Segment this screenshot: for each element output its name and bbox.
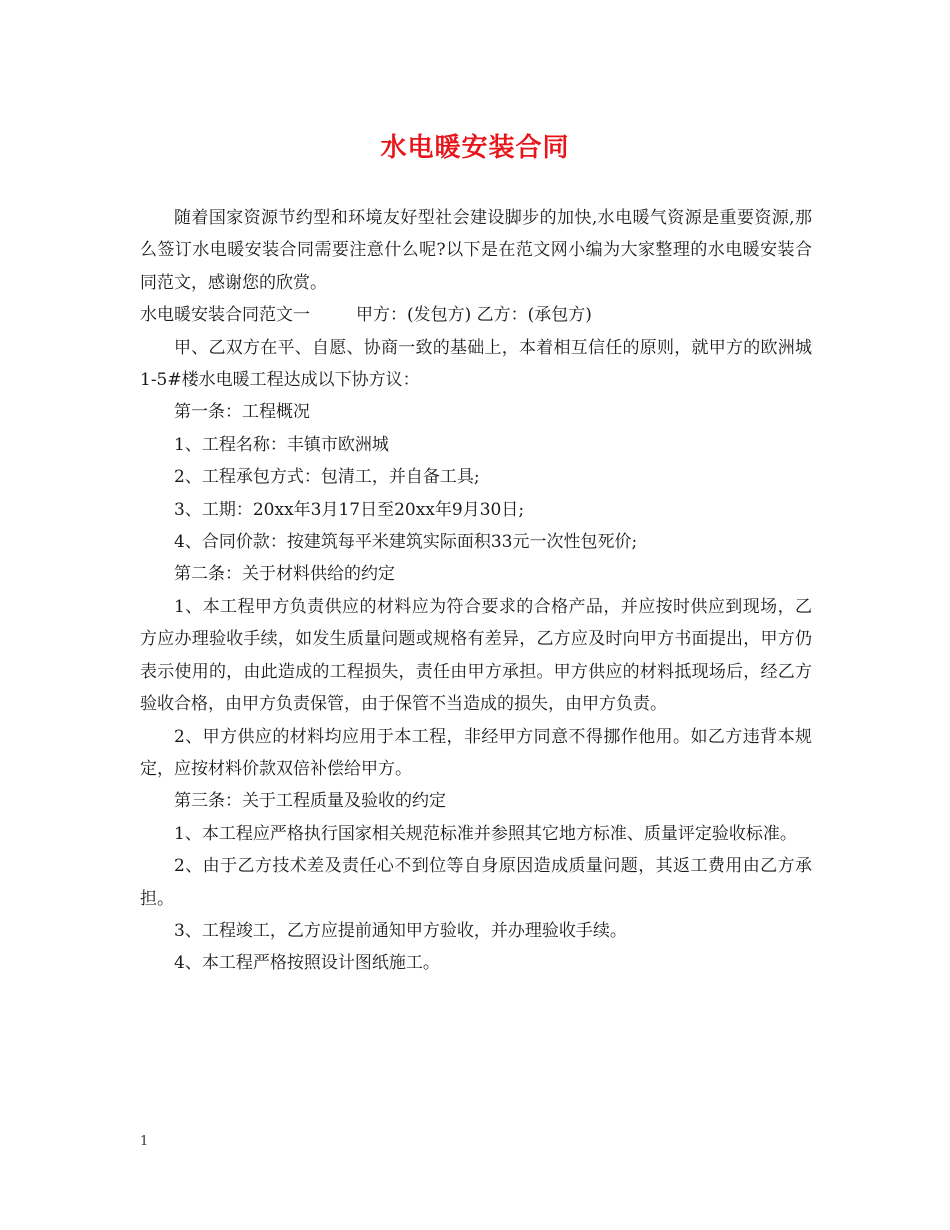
clause-paragraph: 2、工程承包方式：包清工，并自备工具; [174, 467, 480, 488]
page-number: 1 [140, 1134, 149, 1149]
clause-paragraph: 1、本工程应严格执行国家相关规范标准并参照其它地方标准、质量评定验收标准。 [174, 823, 797, 844]
article-heading: 第二条：关于材料供给的约定 [174, 564, 395, 585]
article-heading: 第一条：工程概况 [174, 402, 310, 423]
clause-paragraph: 3、工程竣工，乙方应提前通知甲方验收，并办理验收手续。 [174, 920, 627, 941]
preamble-paragraph: 甲、乙双方在平、自愿、协商一致的基础上，本着相互信任的原则，就甲方的欧洲城1-5#楼水电暖工程达成以下协方议： [140, 337, 812, 391]
clause-paragraph: 1、本工程甲方负责供应的材料应为符合要求的合格产品，并应按时供应到现场，乙方应办理验收手续，如发生质量问题或规格有差异，乙方应及时向甲方书面提出，甲方仍表示使用的，由此造成的工程损失，责任由甲方承担。甲方供应的材料抵现场后，经乙方验收合格，由甲方负责保管，由于保管不当造成的损失，由甲方负责。 [140, 596, 812, 715]
clause-paragraph: 3、工期：20xx年3月17日至20xx年9月30日; [174, 499, 525, 520]
article-heading: 第三条：关于工程质量及验收的约定 [174, 791, 446, 812]
contract-header-line [140, 299, 812, 331]
clause-paragraph: 1、工程名称：丰镇市欧洲城 [174, 434, 389, 455]
clause-paragraph: 4、合同价款：按建筑每平米建筑实际面积33元一次性包死价; [174, 532, 638, 553]
document-body [140, 202, 812, 980]
intro-paragraph: 随着国家资源节约型和环境友好型社会建设脚步的加快,水电暖气资源是重要资源,那么签订水电暖安装合同需要注意什么呢?以下是在范文网小编为大家整理的水电暖安装合同范文，感谢您的欣赏。 [140, 208, 812, 293]
contract-parties: 甲方：(发包方) 乙方：(承包方) [356, 305, 592, 326]
document-title: 水电暖安装合同 [380, 133, 570, 163]
clause-paragraph: 4、本工程严格按照设计图纸施工。 [174, 953, 440, 974]
contract-sample-title: 水电暖安装合同范文一 [140, 305, 310, 326]
clause-paragraph: 2、甲方供应的材料均应用于本工程，非经甲方同意不得挪作他用。如乙方违背本规定，应按材料价款双倍补偿给甲方。 [140, 726, 812, 779]
clause-paragraph: 2、由于乙方技术差及责任心不到位等自身原因造成质量问题，其返工费用由乙方承担。 [140, 856, 812, 909]
